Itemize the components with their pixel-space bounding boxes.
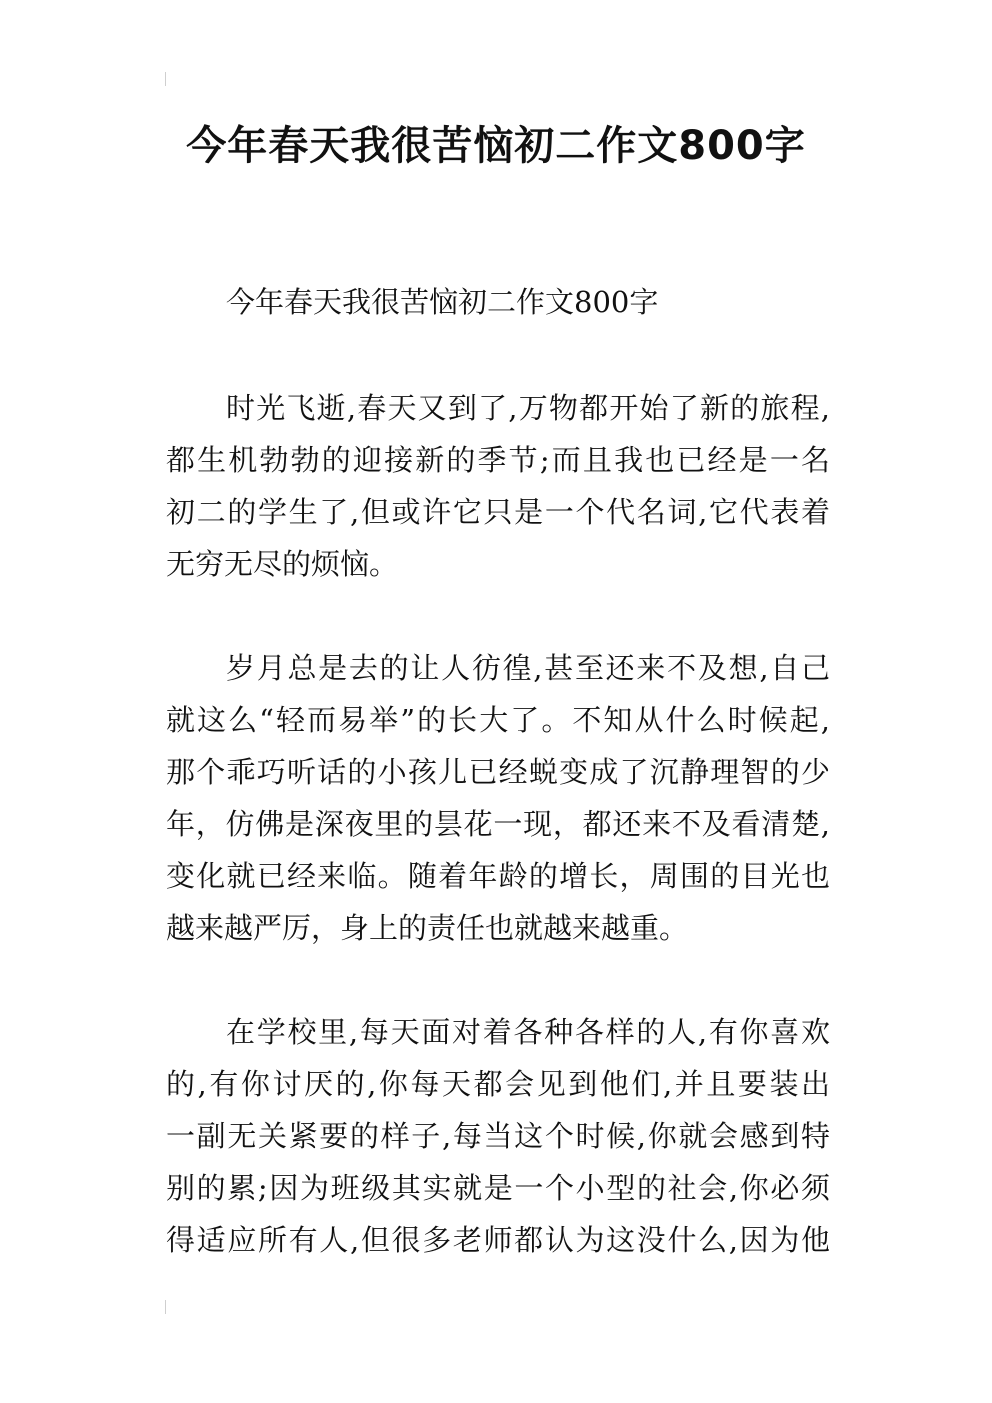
- paragraph-line: 就这么“轻而易举”的长大了。不知从什么时候起,: [166, 703, 830, 737]
- page-corner-mark-bottom: [165, 1300, 166, 1314]
- paragraph-2: [166, 642, 830, 954]
- paragraph-line: 那个乖巧听话的小孩儿已经蜕变成了沉静理智的少: [166, 755, 830, 789]
- paragraph-line: 时光飞逝,春天又到了,万物都开始了新的旅程,: [226, 391, 830, 425]
- paragraph-line: 岁月总是去的让人彷徨,甚至还来不及想,自己: [226, 651, 830, 685]
- paragraph-line: 变化就已经来临。随着年龄的增长，周围的目光也: [166, 859, 830, 893]
- paragraph-line: 的,有你讨厌的,你每天都会见到他们,并且要装出: [166, 1067, 830, 1101]
- paragraph-1: [166, 382, 830, 590]
- paragraph-line: 别的累;因为班级其实就是一个小型的社会,你必须: [166, 1171, 830, 1205]
- document-title: 今年春天我很苦恼初二作文800字: [186, 123, 806, 169]
- paragraph-line: 都生机勃勃的迎接新的季节;而且我也已经是一名: [166, 443, 830, 477]
- document-subtitle: 今年春天我很苦恼初二作文800字: [226, 285, 659, 319]
- paragraph-line: 一副无关紧要的样子,每当这个时候,你就会感到特: [166, 1119, 830, 1153]
- paragraph-line: 在学校里,每天面对着各种各样的人,有你喜欢: [226, 1015, 830, 1049]
- page-corner-mark-top: [165, 72, 166, 86]
- paragraph-line: 越来越严厉，身上的责任也就越来越重。: [166, 911, 689, 945]
- paragraph-line: 初二的学生了,但或许它只是一个代名词,它代表着: [166, 495, 830, 529]
- paragraph-line: 得适应所有人,但很多老师都认为这没什么,因为他: [166, 1223, 830, 1257]
- paragraph-line: 无穷无尽的烦恼。: [166, 547, 399, 581]
- paragraph-line: 年，仿佛是深夜里的昙花一现，都还来不及看清楚,: [166, 807, 830, 841]
- paragraph-3: [166, 1006, 830, 1266]
